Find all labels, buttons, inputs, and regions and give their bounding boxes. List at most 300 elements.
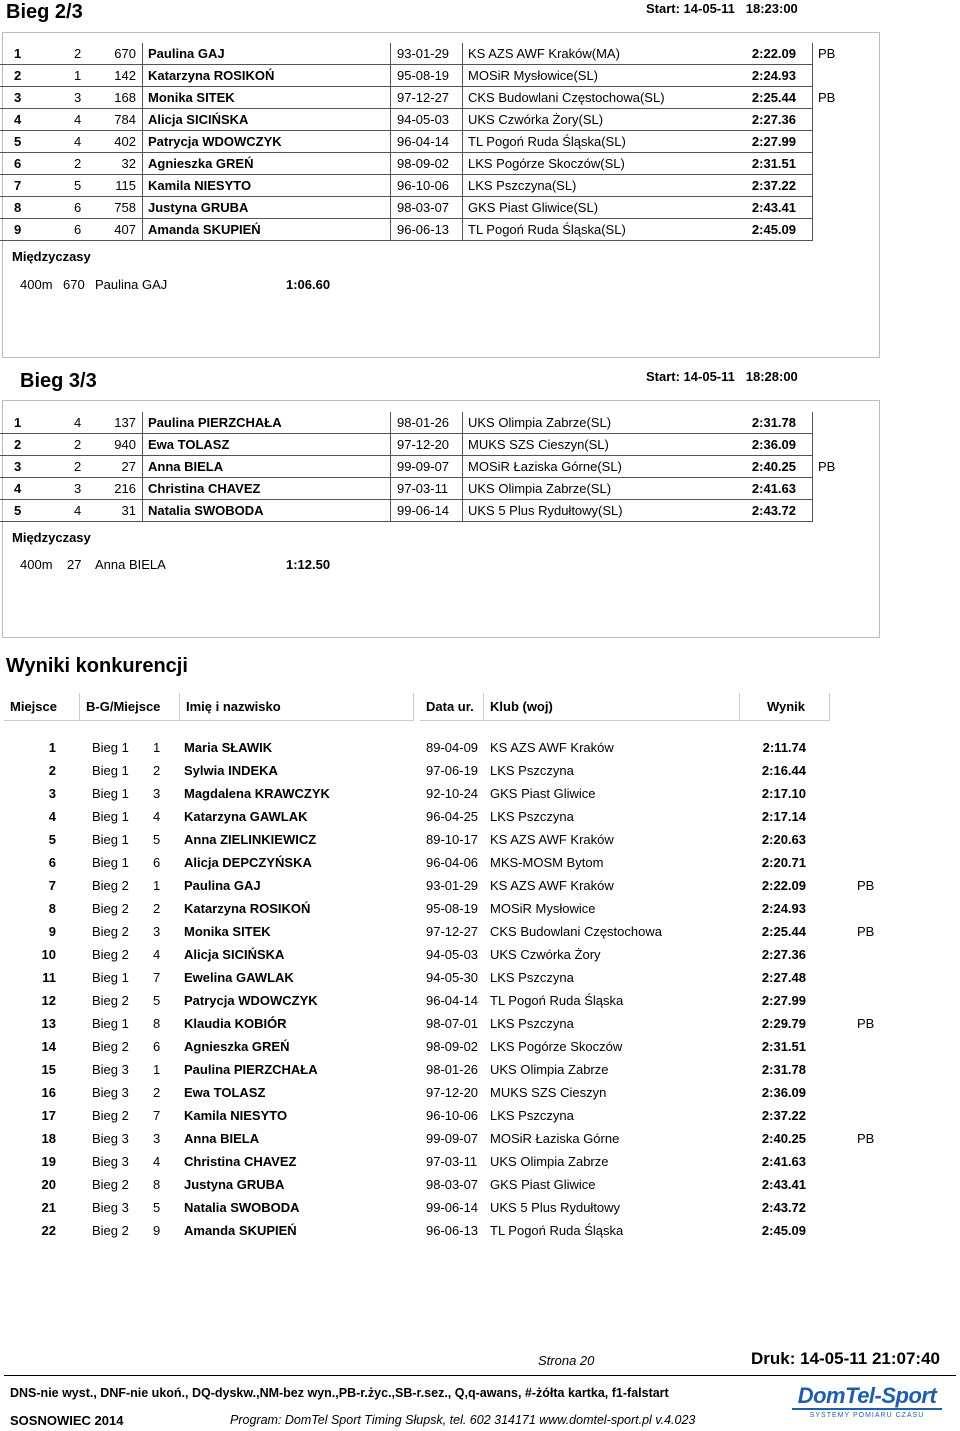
table-row	[0, 1036, 900, 1058]
dob: 97-12-27	[426, 924, 479, 939]
heat3-title: Bieg 3/3	[20, 370, 97, 392]
cell-divider	[812, 197, 813, 219]
note: PB	[818, 46, 836, 61]
heat3-splits-label: Międzyczasy	[12, 530, 91, 545]
results-title: Wyniki konkurencji	[6, 655, 188, 677]
time: 2:25.44	[761, 924, 806, 939]
athlete-name: Alicja SICIŃSKA	[184, 947, 285, 962]
cell-divider	[142, 131, 143, 153]
heat-place: 3	[153, 1131, 161, 1146]
cell-divider	[462, 219, 463, 241]
cell-divider	[812, 65, 813, 87]
athlete-name: Paulina GAJ	[148, 46, 225, 61]
dob: 98-09-02	[426, 1039, 479, 1054]
club: UKS Olimpia Zabrze	[490, 1062, 609, 1077]
club: MOSiR Mysłowice	[490, 901, 596, 916]
place: 7	[48, 878, 56, 893]
table-row	[0, 197, 812, 219]
club: LKS Pszczyna	[490, 970, 574, 985]
cell-divider	[812, 456, 813, 478]
table-row	[0, 1151, 900, 1173]
table-row	[0, 478, 812, 500]
cell-divider	[812, 434, 813, 456]
heat-place: 5	[153, 993, 161, 1008]
athlete-name: Alicja SICIŃSKA	[148, 112, 249, 127]
athlete-name: Natalia SWOBODA	[184, 1200, 300, 1215]
heat: Bieg 2	[92, 993, 129, 1008]
table-row	[0, 1105, 900, 1127]
dob: 97-03-11	[426, 1154, 478, 1169]
heat2-splits-label: Międzyczasy	[12, 249, 91, 264]
place: 2	[14, 68, 22, 83]
place: 19	[41, 1154, 56, 1169]
athlete-name: Monika SITEK	[184, 924, 271, 939]
cell-divider	[812, 500, 813, 522]
club: MUKS SZS Cieszyn(SL)	[468, 437, 609, 452]
athlete-name: Amanda SKUPIEŃ	[148, 222, 261, 237]
heat-place: 4	[153, 809, 161, 824]
time: 2:29.79	[761, 1016, 806, 1031]
time: 2:20.71	[761, 855, 806, 870]
heat: Bieg 3	[92, 1154, 129, 1169]
cell-divider	[462, 434, 463, 456]
heat2-title: Bieg 2/3	[6, 1, 83, 23]
athlete-name: Kamila NIESYTO	[148, 178, 252, 193]
footer-line	[4, 1375, 956, 1376]
lane: 6	[74, 222, 82, 237]
cell-divider	[390, 478, 391, 500]
cell-divider	[812, 87, 813, 109]
time: 2:11.74	[762, 740, 806, 755]
athlete-name: Katarzyna GAWLAK	[184, 809, 308, 824]
dob: 97-12-20	[426, 1085, 479, 1100]
split-bib: 670	[63, 277, 85, 292]
table-row	[0, 852, 900, 874]
athlete-name: Maria SŁAWIK	[184, 740, 273, 755]
bib: 32	[121, 156, 136, 171]
place: 9	[14, 222, 22, 237]
cell-divider	[390, 412, 391, 434]
cell-divider	[142, 219, 143, 241]
time: 2:43.72	[751, 503, 796, 518]
cell-divider	[462, 500, 463, 522]
split-bib: 27	[67, 557, 82, 572]
heat: Bieg 2	[92, 924, 129, 939]
table-row	[0, 967, 900, 989]
athlete-name: Alicja DEPCZYŃSKA	[184, 855, 312, 870]
dob: 96-04-06	[426, 855, 479, 870]
cell-divider	[142, 175, 143, 197]
dob: 97-03-11	[397, 481, 449, 496]
athlete-name: Katarzyna ROSIKOŃ	[148, 68, 275, 83]
heat-place: 3	[153, 786, 161, 801]
table-row	[0, 456, 836, 478]
time: 2:22.09	[751, 46, 796, 61]
table-row	[0, 500, 812, 522]
heat-place: 2	[153, 901, 161, 916]
athlete-name: Anna BIELA	[148, 459, 224, 474]
heat2-start-label: Start: 14-05-11	[646, 1, 735, 16]
time: 2:40.25	[751, 459, 796, 474]
dob: 92-10-24	[426, 786, 479, 801]
cell-divider	[142, 43, 143, 65]
lane: 1	[74, 68, 82, 83]
print-timestamp: Druk: 14-05-11 21:07:40	[751, 1349, 941, 1368]
club: UKS 5 Plus Rydułtowy	[490, 1200, 621, 1215]
place: 3	[48, 786, 56, 801]
bib: 407	[114, 222, 136, 237]
athlete-name: Christina CHAVEZ	[148, 481, 261, 496]
heat-place: 9	[153, 1223, 161, 1238]
cell-divider	[142, 65, 143, 87]
cell-divider	[142, 153, 143, 175]
club: UKS Olimpia Zabrze(SL)	[468, 481, 612, 496]
club: MOSiR Łaziska Górne(SL)	[468, 459, 622, 474]
place: 5	[14, 503, 22, 518]
heat-place: 7	[153, 1108, 161, 1123]
table-row	[0, 1128, 900, 1150]
time: 2:36.09	[751, 437, 796, 452]
bib: 115	[115, 178, 136, 193]
club: LKS Pszczyna	[490, 763, 574, 778]
heat3-start-label: Start: 14-05-11	[646, 369, 735, 384]
table-row	[0, 219, 812, 241]
dob: 98-03-07	[397, 200, 450, 215]
heat2-start-time: 18:23:00	[745, 1, 798, 16]
place: 8	[48, 901, 56, 916]
athlete-name: Katarzyna ROSIKOŃ	[184, 901, 311, 916]
club: CKS Budowlani Częstochowa	[490, 924, 662, 939]
dob: 96-10-06	[397, 178, 450, 193]
cell-divider	[142, 87, 143, 109]
header-heat: B-G/Miejsce	[80, 693, 180, 721]
cell-divider	[142, 500, 143, 522]
cell-divider	[142, 412, 143, 434]
club: GKS Piast Gliwice	[490, 1177, 596, 1192]
club: TL Pogoń Ruda Śląska(SL)	[468, 134, 626, 149]
time: 2:24.93	[761, 901, 806, 916]
heat2-split-row	[0, 274, 880, 296]
place: 1	[48, 740, 56, 755]
cell-divider	[390, 197, 391, 219]
table-row	[0, 898, 900, 920]
place: 22	[41, 1223, 56, 1238]
place: 7	[14, 178, 22, 193]
cell-divider	[462, 478, 463, 500]
note: PB	[857, 878, 875, 893]
time: 2:31.51	[761, 1039, 806, 1054]
lane: 6	[74, 200, 82, 215]
dob: 94-05-03	[397, 112, 450, 127]
dob: 98-03-07	[426, 1177, 479, 1192]
table-row	[0, 783, 900, 805]
bib: 758	[114, 200, 136, 215]
heat-place: 8	[153, 1177, 161, 1192]
table-row	[0, 829, 900, 851]
lane: 4	[74, 134, 82, 149]
place: 1	[14, 46, 22, 61]
heat: Bieg 1	[92, 740, 129, 755]
club: LKS Pszczyna	[490, 1016, 574, 1031]
header-club: Klub (woj)	[484, 693, 740, 721]
time: 2:37.22	[751, 178, 796, 193]
heat3-start	[646, 368, 798, 386]
place: 16	[41, 1085, 56, 1100]
heat: Bieg 2	[92, 947, 129, 962]
club: UKS Czwórka Żory	[490, 947, 601, 962]
logo-text: DomTel-Sport	[797, 1383, 937, 1408]
athlete-name: Agnieszka GREŃ	[148, 156, 254, 171]
athlete-name: Ewelina GAWLAK	[184, 970, 294, 985]
dob: 98-01-26	[397, 415, 450, 430]
place: 21	[41, 1200, 56, 1215]
bib: 402	[114, 134, 136, 149]
athlete-name: Christina CHAVEZ	[184, 1154, 297, 1169]
heat-place: 2	[153, 1085, 161, 1100]
table-row	[0, 1059, 900, 1081]
table-row	[0, 65, 812, 87]
place: 3	[14, 90, 22, 105]
athlete-name: Anna BIELA	[184, 1131, 260, 1146]
club: UKS Czwórka Żory(SL)	[468, 112, 604, 127]
heat: Bieg 3	[92, 1131, 129, 1146]
club: LKS Pszczyna	[490, 1108, 574, 1123]
athlete-name: Paulina GAJ	[184, 878, 261, 893]
heat: Bieg 2	[92, 878, 129, 893]
heat3-start-time: 18:28:00	[745, 369, 798, 384]
time: 2:20.63	[761, 832, 806, 847]
table-row	[0, 153, 812, 175]
cell-divider	[390, 175, 391, 197]
club: UKS Olimpia Zabrze	[490, 1154, 609, 1169]
club: KS AZS AWF Kraków(MA)	[468, 46, 620, 61]
heat-place: 6	[153, 855, 161, 870]
place: 13	[41, 1016, 56, 1031]
cell-divider	[812, 219, 813, 241]
place: 9	[48, 924, 56, 939]
lane: 2	[74, 459, 82, 474]
place: 1	[14, 415, 22, 430]
club: UKS 5 Plus Rydułtowy(SL)	[468, 503, 623, 518]
dob: 96-04-14	[426, 993, 479, 1008]
cell-divider	[462, 197, 463, 219]
table-row	[0, 990, 900, 1012]
place: 10	[41, 947, 56, 962]
place: 4	[48, 809, 56, 824]
dob: 94-05-03	[426, 947, 479, 962]
table-row	[0, 737, 900, 759]
bib: 142	[114, 68, 136, 83]
split-name: Anna BIELA	[95, 557, 166, 572]
lane: 5	[74, 178, 82, 193]
note: PB	[857, 924, 875, 939]
dob: 99-09-07	[426, 1131, 479, 1146]
cell-divider	[390, 109, 391, 131]
time: 2:43.41	[761, 1177, 806, 1192]
bib: 27	[121, 459, 136, 474]
club: KS AZS AWF Kraków	[490, 740, 614, 755]
lane: 3	[74, 90, 82, 105]
lane: 2	[74, 156, 82, 171]
athlete-name: Patrycja WDOWCZYK	[148, 134, 282, 149]
heat-place: 2	[153, 763, 161, 778]
time: 2:27.99	[751, 134, 796, 149]
note: PB	[818, 90, 836, 105]
cell-divider	[390, 219, 391, 241]
heat: Bieg 1	[92, 1016, 129, 1031]
table-row	[0, 109, 812, 131]
cell-divider	[812, 478, 813, 500]
club: LKS Pogórze Skoczów(SL)	[468, 156, 625, 171]
time: 2:31.51	[751, 156, 796, 171]
time: 2:41.63	[761, 1154, 806, 1169]
place: 2	[14, 437, 22, 452]
place: 5	[14, 134, 22, 149]
cell-divider	[462, 43, 463, 65]
dob: 89-04-09	[426, 740, 479, 755]
cell-divider	[390, 456, 391, 478]
cell-divider	[462, 412, 463, 434]
bib: 940	[114, 437, 136, 452]
club: MKS-MOSM Bytom	[490, 855, 604, 870]
footer-legend: DNS-nie wyst., DNF-nie ukoń., DQ-dyskw.,NM-bez wyn.,PB-r.życ.,SB-r.sez., Q,q-awans, #-żółta kartka, f1-falstart	[10, 1386, 669, 1400]
table-row	[0, 1174, 900, 1196]
place: 11	[42, 970, 56, 985]
cell-divider	[462, 87, 463, 109]
cell-divider	[462, 153, 463, 175]
lane: 4	[74, 415, 82, 430]
heat: Bieg 1	[92, 855, 129, 870]
domtel-logo	[782, 1384, 952, 1424]
split-time: 1:12.50	[286, 557, 331, 572]
table-row	[0, 1220, 900, 1242]
athlete-name: Magdalena KRAWCZYK	[184, 786, 330, 801]
time: 2:45.09	[761, 1223, 806, 1238]
time: 2:41.63	[751, 481, 796, 496]
bib: 168	[114, 90, 136, 105]
table-row	[0, 875, 900, 897]
club: KS AZS AWF Kraków	[490, 832, 614, 847]
heat-place: 1	[153, 878, 161, 893]
cell-divider	[390, 43, 391, 65]
time: 2:24.93	[751, 68, 796, 83]
athlete-name: Klaudia KOBIÓR	[184, 1016, 287, 1031]
athlete-name: Natalia SWOBODA	[148, 503, 264, 518]
heat: Bieg 1	[92, 832, 129, 847]
cell-divider	[390, 500, 391, 522]
heat: Bieg 3	[92, 1200, 129, 1215]
header-name: Imię i nazwisko	[180, 693, 414, 721]
time: 2:45.09	[751, 222, 796, 237]
note: PB	[857, 1131, 875, 1146]
dob: 93-01-29	[397, 46, 450, 61]
lane: 4	[74, 112, 82, 127]
lane: 4	[74, 503, 82, 518]
place: 20	[41, 1177, 56, 1192]
table-row	[0, 1082, 900, 1104]
footer-venue: SOSNOWIEC 2014	[10, 1413, 124, 1428]
dob: 99-06-14	[397, 503, 450, 518]
club: LKS Pszczyna(SL)	[468, 178, 577, 193]
club: LKS Pszczyna	[490, 809, 574, 824]
split-time: 1:06.60	[286, 277, 331, 292]
time: 2:27.99	[761, 993, 806, 1008]
heat-place: 5	[153, 832, 161, 847]
heat: Bieg 2	[92, 1177, 129, 1192]
table-row	[0, 944, 900, 966]
time: 2:36.09	[761, 1085, 806, 1100]
time: 2:22.09	[761, 878, 806, 893]
club: MOSiR Łaziska Górne	[490, 1131, 620, 1146]
table-row	[0, 434, 812, 456]
table-row	[0, 131, 812, 153]
heat-place: 1	[153, 1062, 161, 1077]
place: 3	[14, 459, 22, 474]
dob: 98-09-02	[397, 156, 450, 171]
athlete-name: Sylwia INDEKA	[184, 763, 278, 778]
bib: 137	[114, 415, 136, 430]
dob: 97-06-19	[426, 763, 479, 778]
athlete-name: Agnieszka GREŃ	[184, 1039, 290, 1054]
heat: Bieg 3	[92, 1085, 129, 1100]
cell-divider	[462, 109, 463, 131]
heat2-start	[646, 0, 798, 18]
footer-program: Program: DomTel Sport Timing Słupsk, tel. 602 314171 www.domtel-sport.pl v.4.023	[230, 1413, 696, 1427]
header-place: Miejsce	[4, 693, 80, 721]
place: 17	[41, 1108, 56, 1123]
bib: 784	[114, 112, 136, 127]
logo-subtitle: SYSTEMY POMIARU CZASU	[809, 1412, 925, 1419]
cell-divider	[462, 175, 463, 197]
athlete-name: Justyna GRUBA	[148, 200, 249, 215]
heat-place: 4	[153, 947, 161, 962]
athlete-name: Kamila NIESYTO	[184, 1108, 288, 1123]
athlete-name: Amanda SKUPIEŃ	[184, 1223, 297, 1238]
time: 2:43.72	[761, 1200, 806, 1215]
header-dob: Data ur.	[420, 693, 484, 721]
split-dist: 400m	[20, 277, 53, 292]
cell-divider	[390, 153, 391, 175]
cell-divider	[390, 87, 391, 109]
cell-divider	[462, 131, 463, 153]
split-name: Paulina GAJ	[95, 277, 168, 292]
time: 2:40.25	[761, 1131, 806, 1146]
athlete-name: Monika SITEK	[148, 90, 235, 105]
athlete-name: Paulina PIERZCHAŁA	[148, 415, 282, 430]
cell-divider	[390, 434, 391, 456]
cell-divider	[812, 175, 813, 197]
heat: Bieg 1	[92, 809, 129, 824]
dob: 95-08-19	[397, 68, 450, 83]
cell-divider	[812, 153, 813, 175]
club: TL Pogoń Ruda Śląska	[490, 993, 624, 1008]
time: 2:37.22	[761, 1108, 806, 1123]
dob: 97-12-20	[397, 437, 450, 452]
club: CKS Budowlani Częstochowa(SL)	[468, 90, 665, 105]
cell-divider	[142, 109, 143, 131]
heat: Bieg 3	[92, 1062, 129, 1077]
cell-divider	[462, 456, 463, 478]
cell-divider	[142, 478, 143, 500]
place: 14	[41, 1039, 56, 1054]
split-dist: 400m	[20, 557, 53, 572]
heat3-split-row	[0, 554, 880, 576]
athlete-name: Patrycja WDOWCZYK	[184, 993, 318, 1008]
lane: 2	[74, 46, 82, 61]
time: 2:31.78	[761, 1062, 806, 1077]
cell-divider	[390, 131, 391, 153]
heat: Bieg 2	[92, 1223, 129, 1238]
